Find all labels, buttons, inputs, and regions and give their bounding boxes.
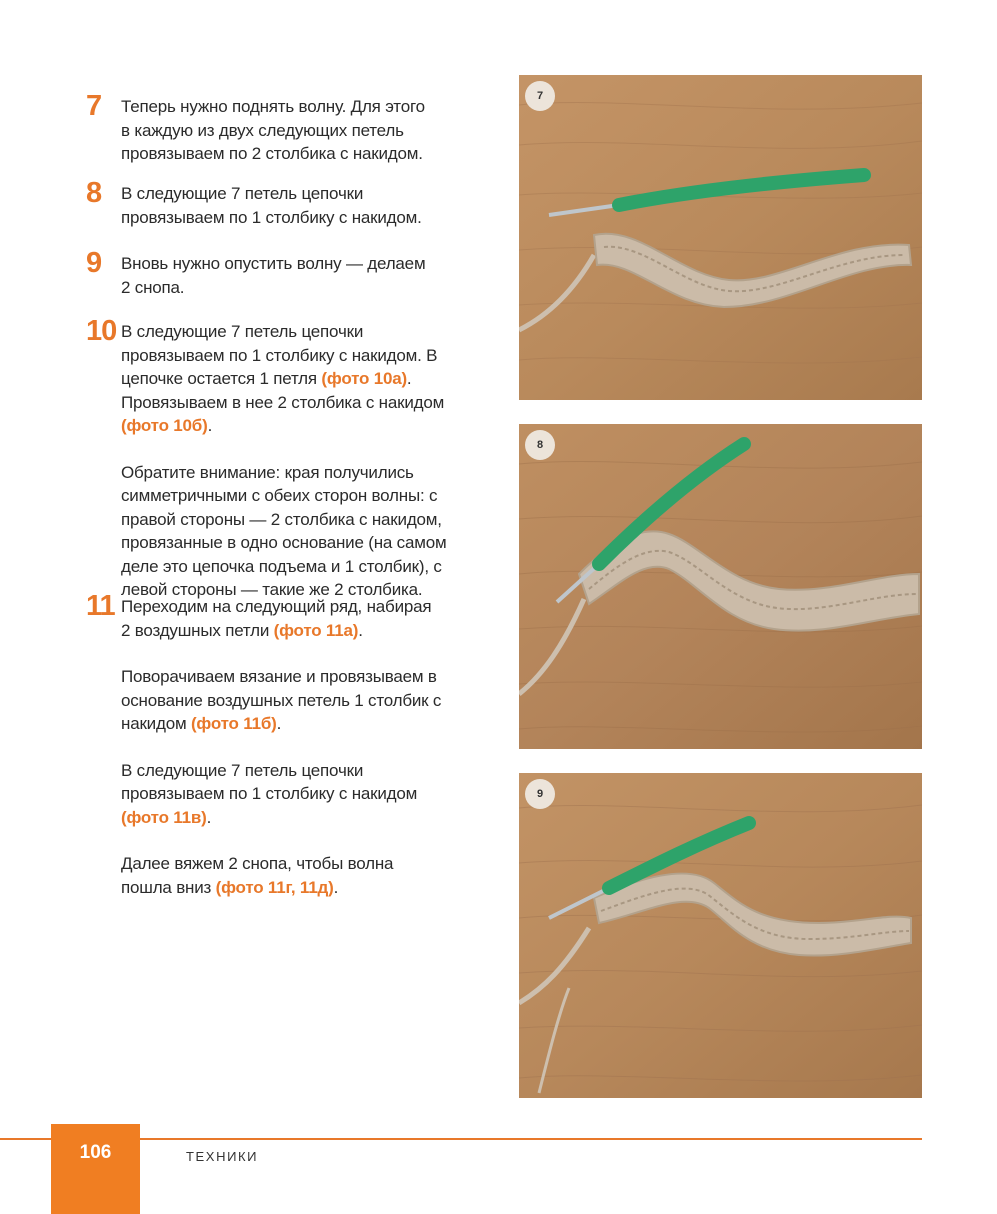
step-number: 8 (86, 177, 102, 209)
photo-number-badge: 7 (525, 81, 555, 111)
photo-reference: (фото 11б) (190, 714, 277, 733)
step-11 (86, 590, 506, 899)
photo-reference: (фото 11а) (273, 620, 359, 640)
step-number: 9 (86, 247, 102, 279)
step-paragraph (121, 852, 444, 899)
step-text: . (333, 877, 339, 897)
step-text: . (207, 416, 213, 435)
step-body (86, 95, 436, 166)
photo-8 (519, 424, 922, 749)
step-text: . (206, 807, 212, 827)
step-text: . Провязываем в нее 2 столбика с накидом (121, 369, 445, 412)
step-paragraph (121, 595, 444, 642)
step-7 (86, 90, 506, 166)
step-text: . (358, 620, 363, 640)
step-text: Вновь нужно опустить волну — делаем 2 снопа. (121, 254, 426, 297)
photo-7 (519, 75, 922, 400)
step-text: В следующие 7 петель цепочки провязываем по 1 столбику с накидом. (121, 184, 422, 227)
photo-reference: (фото 10а) (321, 369, 407, 388)
step-text: В следующие 7 петель цепочки провязываем по 1 столбику с накидом. В цепочке остается 1 петля (121, 322, 438, 388)
crochet-photo-image (519, 773, 922, 1098)
crochet-photo-image (519, 424, 922, 749)
step-number: 7 (86, 90, 102, 122)
step-number: 10 (86, 315, 117, 347)
step-paragraph (121, 461, 451, 602)
step-paragraph (121, 252, 431, 299)
step-paragraph (121, 95, 436, 166)
step-paragraph (121, 182, 441, 229)
photo-reference: (фото 11в) (121, 807, 207, 827)
step-number: 11 (86, 590, 115, 622)
step-paragraph (121, 320, 451, 438)
step-paragraph (121, 665, 444, 736)
photo-reference: (фото 10б) (121, 416, 208, 435)
photo-number-badge: 9 (525, 779, 555, 809)
step-text: Обратите внимание: края получились симметричными с обеих сторон волны: с правой стороны — 2 столбика с накидом, провязанные в одно основание (на самом деле это цепочка подъема и 1 столбик), с левой стороны — такие же 2 столбика. (121, 462, 447, 599)
step-text: Далее вяжем 2 снопа, чтобы волна пошла вниз (121, 854, 394, 897)
photo-number-badge: 8 (525, 430, 555, 460)
section-title: ТЕХНИКИ (186, 1149, 259, 1164)
step-body (86, 595, 444, 899)
photo-9 (519, 773, 922, 1098)
page-number: 106 (79, 1142, 112, 1163)
crochet-photo-image (519, 75, 922, 400)
step-8 (86, 177, 506, 229)
step-10 (86, 315, 506, 602)
photo-reference: (фото 11г, 11д) (215, 877, 334, 897)
page-number-box (51, 1124, 140, 1214)
step-text: Поворачиваем вязание и провязываем в основание воздушных петель 1 столбик с накидом (121, 667, 442, 733)
step-text: Теперь нужно поднять волну. Для этого в каждую из двух следующих петель провязываем по 2 столбика с накидом. (121, 97, 425, 163)
step-text: . (276, 714, 282, 733)
step-body (86, 320, 451, 602)
step-body (86, 182, 441, 229)
step-9 (86, 247, 506, 299)
step-text: В следующие 7 петель цепочки провязываем по 1 столбику с накидом (121, 760, 418, 803)
step-text: Переходим на следующий ряд, набирая 2 воздушных петли (121, 597, 432, 640)
step-paragraph (121, 759, 444, 830)
step-body (86, 252, 431, 299)
